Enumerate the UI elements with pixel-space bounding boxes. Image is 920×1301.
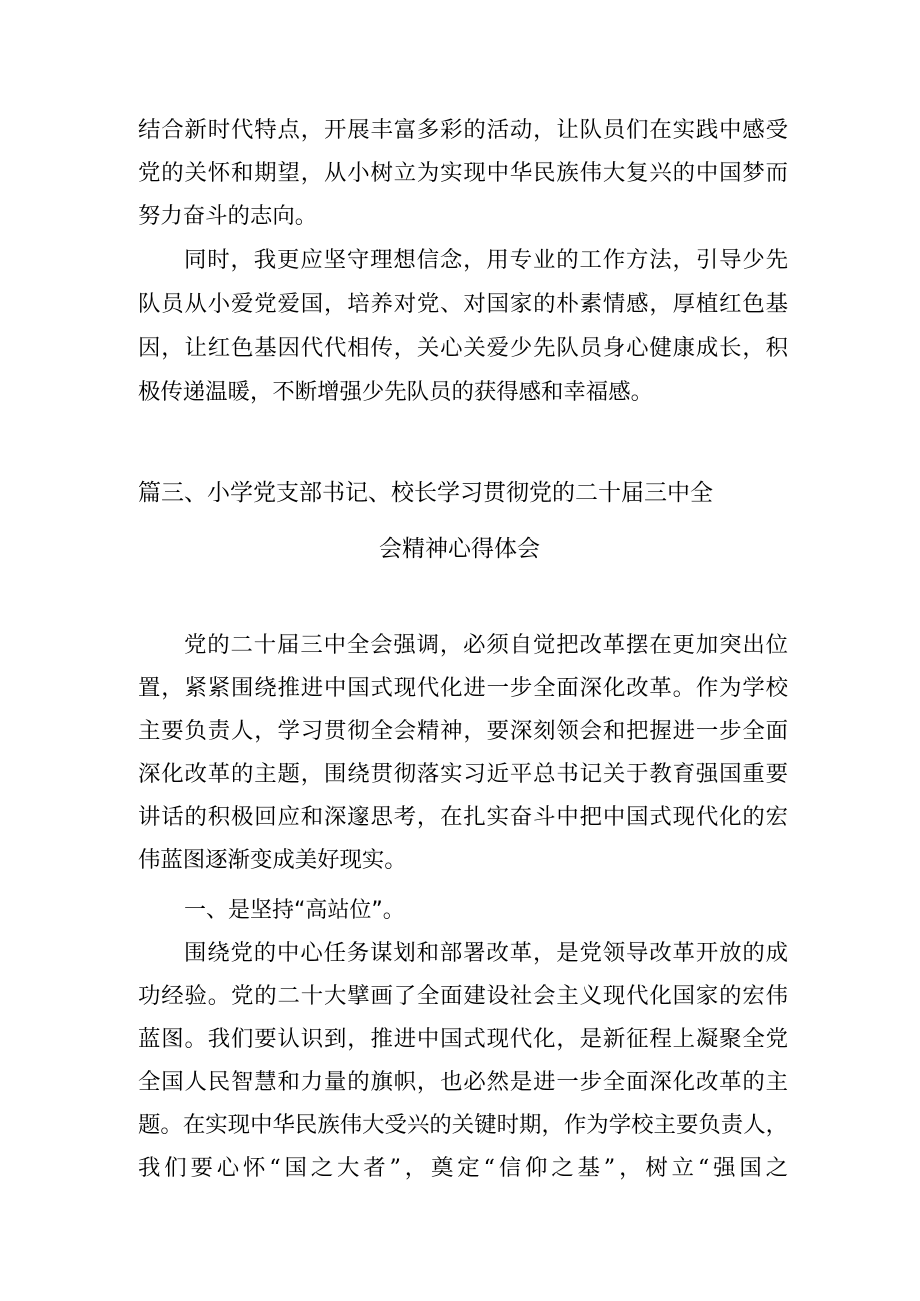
body-line: 党的二十届三中全会强调，必须自觉把改革摆在更加突出位 — [184, 632, 788, 658]
section-title-line: 会精神心得体会 — [379, 536, 540, 562]
body-line: 深化改革的主题，围绕贯彻落实习近平总书记关于教育强国重要 — [138, 761, 788, 787]
body-line: 努力奋斗的志向。 — [138, 203, 318, 229]
body-line: 结合新时代特点，开展丰富多彩的活动，让队员们在实践中感受 — [138, 117, 788, 143]
body-line: 因，让红色基因代代相传，关心关爱少先队员身心健康成长，积 — [138, 335, 788, 361]
body-line: 蓝图。我们要认识到，推进中国式现代化，是新征程上凝聚全党 — [138, 1026, 788, 1052]
body-line: 极传递温暖，不断增强少先队员的获得感和幸福感。 — [138, 379, 653, 405]
body-line: 同时，我更应坚守理想信念，用专业的工作方法，引导少先 — [184, 247, 788, 273]
body-line: 全国人民智慧和力量的旗帜，也必然是进一步全面深化改革的主 — [138, 1069, 788, 1095]
body-line: 我们要心怀“国之大者”，奠定“信仰之基”，树立“强国之 — [138, 1155, 788, 1181]
body-line: 主要负责人，学习贯彻全会精神，要深刻领会和把握进一步全面 — [138, 718, 788, 744]
body-line: 党的关怀和期望，从小树立为实现中华民族伟大复兴的中国梦而 — [138, 160, 788, 186]
body-line: 伟蓝图逐渐变成美好现实。 — [138, 847, 407, 873]
body-line: 围绕党的中心任务谋划和部署改革，是党领导改革开放的成 — [184, 940, 788, 966]
body-line: 功经验。党的二十大擘画了全面建设社会主义现代化国家的宏伟 — [138, 983, 788, 1009]
body-line: 讲话的积极回应和深邃思考，在扎实奋斗中把中国式现代化的宏 — [138, 804, 788, 830]
body-line: 队员从小爱党爱国，培养对党、对国家的朴素情感，厚植红色基 — [138, 291, 788, 317]
body-line: 置，紧紧围绕推进中国式现代化进一步全面深化改革。作为学校 — [138, 675, 788, 701]
section-title-line: 篇三、小学党支部书记、校长学习贯彻党的二十届三中全 — [138, 480, 713, 506]
subheading: 一、是坚持“高站位”。 — [184, 898, 405, 923]
body-line: 题。在实现中华民族伟大受兴的关键时期，作为学校主要负责人， — [138, 1112, 788, 1138]
